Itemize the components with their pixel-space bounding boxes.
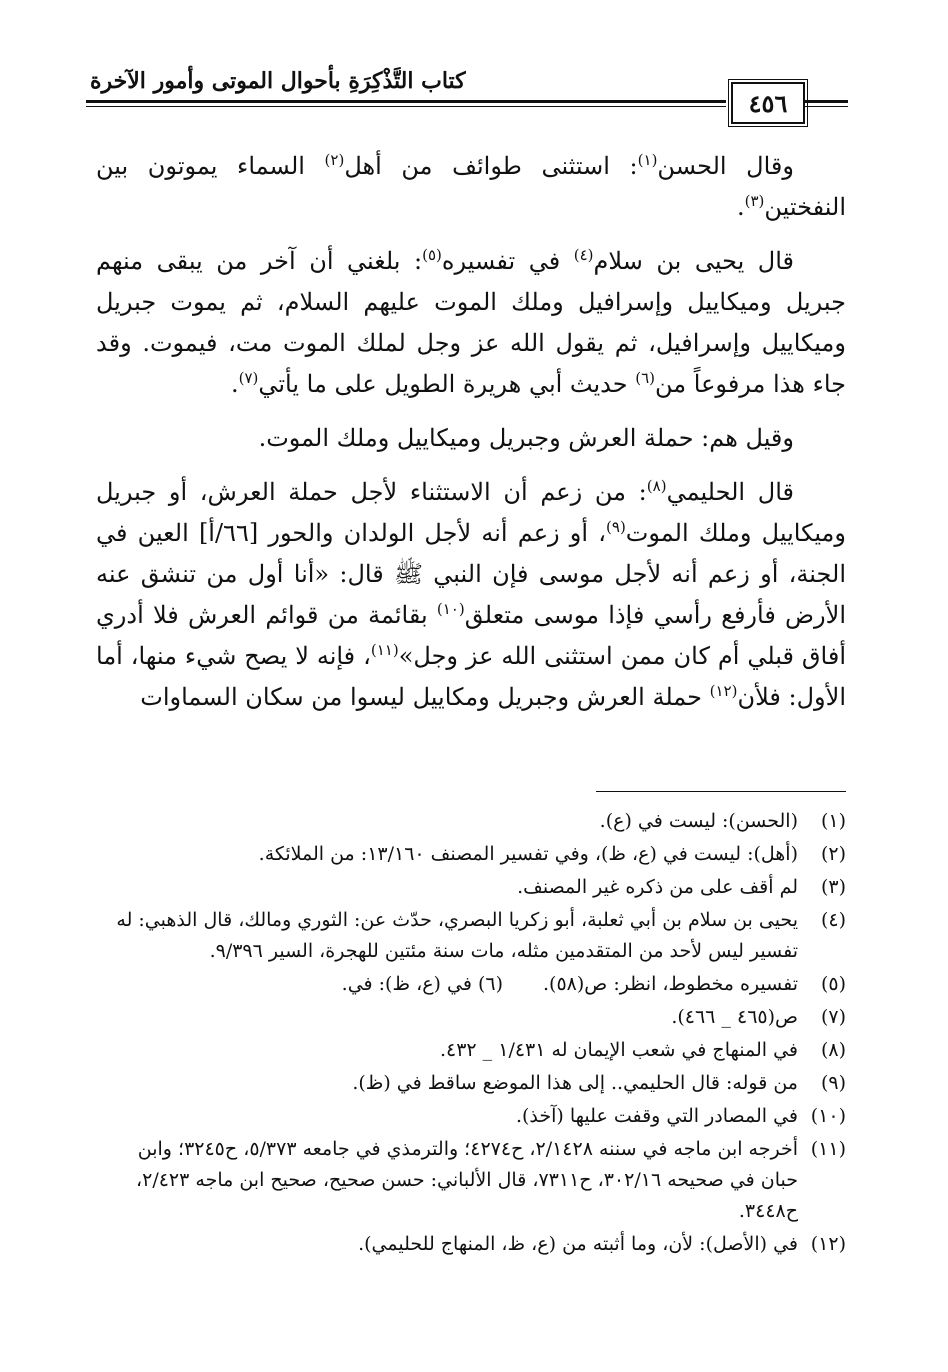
footnote-marker: (٧) bbox=[238, 369, 259, 387]
footnote-text bbox=[96, 806, 798, 837]
footnote-text bbox=[96, 1101, 798, 1132]
paragraph-text: ، أو زعم أنه لأجل الولدان والحور [٦٦/أ] العين في الجنة، أو زعم أنه لأجل موسى فإن النبي ﷺ قال: «أنا أول من تنشق عنه الأرض فأرفع رأسي فإذا موسى متعلق bbox=[96, 519, 846, 629]
footnote-number: (٢) bbox=[820, 843, 846, 865]
footnote bbox=[96, 872, 846, 903]
paragraph bbox=[96, 472, 846, 718]
paragraph-text: . bbox=[230, 370, 239, 398]
paragraph-text: وقال الحسن bbox=[657, 152, 794, 180]
paragraph-text: قال الحليمي bbox=[666, 478, 795, 506]
footnote-marker: (٣) bbox=[744, 192, 765, 210]
footnote-body: من قوله: قال الحليمي.. إلى هذا الموضع ساقط في (ظ). bbox=[352, 1072, 798, 1094]
footnote-body: تفسيره مخطوط، انظر: ص(٥٨). bbox=[543, 973, 798, 995]
footnote-number: (٧) bbox=[820, 1006, 846, 1028]
footnote bbox=[96, 839, 846, 870]
paragraph bbox=[96, 146, 846, 228]
header-rule-right-thin bbox=[804, 106, 848, 107]
paragraph-text: : استثنى طوائف من أهل bbox=[344, 152, 638, 180]
footnote bbox=[96, 1101, 846, 1132]
footnote-number: (٣) bbox=[820, 876, 846, 898]
footnote-text bbox=[96, 872, 798, 903]
footnote-number: (١٢) bbox=[810, 1233, 846, 1255]
paragraph-text: : بلغني أن آخر من يبقى منهم جبريل وميكاييل وإسرافيل وملك الموت عليهم السلام، ثم يموت جبريل وميكاييل وإسرافيل، ثم يقول الله عز وجل لملك الموت مت، فيموت. وقد جاء هذا مرفوعاً من bbox=[96, 247, 846, 398]
footnote-marker: (٩) bbox=[606, 518, 626, 536]
footnote-number: (١١) bbox=[810, 1138, 846, 1160]
paragraph-text: قال يحيى بن سلام bbox=[593, 247, 794, 275]
footnote-body: يحيى بن سلام بن أبي ثعلبة، أبو زكريا البصري، حدّث عن: الثوري ومالك، قال الذهبي: له تفسير ليس لأحد من المتقدمين مثله، مات سنة مئتين للهجرة، السير ٩/٣٩٦. bbox=[116, 909, 798, 962]
header-rule bbox=[86, 100, 726, 103]
footnote-text bbox=[96, 905, 798, 967]
paragraph-text: حديث أبي هريرة الطويل على ما يأتي bbox=[258, 370, 636, 398]
page-number: ٤٥٦ bbox=[731, 82, 805, 124]
footnote-marker: (١) bbox=[637, 151, 658, 169]
footnote-marker: (١١) bbox=[370, 641, 399, 659]
footnote-number: (١٠) bbox=[810, 1105, 846, 1127]
footnote-number: (٥) bbox=[820, 973, 846, 995]
footnote bbox=[96, 1002, 846, 1033]
footnote bbox=[96, 969, 846, 1000]
footnote-text bbox=[96, 1229, 798, 1260]
paragraph-text: بقائمة من قوائم العرش فلا أدري أفاق قبلي أم كان ممن استثنى الله عز وجل» bbox=[96, 601, 847, 670]
footnote-body: في (ع، ظ): في. bbox=[341, 973, 472, 995]
paragraph-text: وقيل هم: حملة العرش وجبريل وميكاييل وملك الموت. bbox=[258, 424, 794, 452]
footnote-body: (الحسن): ليست في (ع). bbox=[599, 810, 798, 832]
footnote-body: في المنهاج في شعب الإيمان له ١/٤٣١ _ ٤٣٢. bbox=[439, 1039, 798, 1061]
footnote-text bbox=[96, 839, 798, 870]
footnote-number: (٩) bbox=[820, 1072, 846, 1094]
footnote-body: في المصادر التي وقفت عليها (آخذ). bbox=[515, 1105, 798, 1127]
footnotes bbox=[96, 806, 846, 1262]
footnote-text bbox=[96, 1002, 798, 1033]
footnote-number: (٦) bbox=[471, 973, 504, 995]
footnote bbox=[96, 1229, 846, 1260]
footnote-number: (٤) bbox=[820, 909, 846, 931]
footnote-body: في (الأصل): لأن، وما أثبته من (ع، ظ، المنهاج للحليمي). bbox=[358, 1233, 798, 1255]
footnote bbox=[96, 1134, 846, 1227]
footnote-marker: (٤) bbox=[573, 246, 594, 264]
footnote-marker: (٢) bbox=[324, 151, 345, 169]
paragraph bbox=[96, 241, 846, 405]
footnote-body: (أهل): ليست في (ع، ظ)، وفي تفسير المصنف ١٣/١٦٠: من الملائكة. bbox=[258, 843, 798, 865]
paragraph-text: حملة العرش وجبريل ومكاييل ليسوا من سكان السماوات bbox=[140, 683, 710, 711]
footnote bbox=[96, 806, 846, 837]
paragraph bbox=[96, 418, 846, 459]
footnote-number: (٨) bbox=[820, 1039, 846, 1061]
footnote-number: (١) bbox=[820, 810, 846, 832]
footnote-body: لم أقف على من ذكره غير المصنف. bbox=[517, 876, 798, 898]
footnote-text bbox=[96, 1035, 798, 1066]
footnote-text bbox=[96, 969, 798, 1000]
footnote-body: ص(٤٦٥ _ ٤٦٦). bbox=[671, 1006, 798, 1028]
paragraph-text: ، فإنه لا يصح شيء منها، أما الأول: فلأن bbox=[96, 642, 846, 711]
header-rule-right bbox=[804, 100, 848, 103]
footnote bbox=[96, 1035, 846, 1066]
footnote-body: أخرجه ابن ماجه في سننه ٢/١٤٢٨، ح٤٢٧٤؛ والترمذي في جامعه ٥/٣٧٣، ح٣٢٤٥؛ وابن حبان في صحيحه ٣٠٢/١٦، ح٧٣١١، قال الألباني: حسن صحيح، صحيح ابن ماجه ٢/٤٢٣، ح٣٤٤٨. bbox=[135, 1138, 798, 1222]
header-rule-thin bbox=[86, 106, 726, 107]
paragraph-text: . bbox=[736, 193, 745, 221]
footnote-marker: (٨) bbox=[646, 477, 667, 495]
footnote-separator bbox=[596, 791, 846, 792]
running-header-title: كتاب التَّذْكِرَةِ بأحوال الموتى وأمور الآخرة bbox=[90, 68, 466, 94]
footnote bbox=[96, 905, 846, 967]
paragraph-text: في تفسيره bbox=[441, 247, 574, 275]
footnote-marker: (٥) bbox=[422, 246, 442, 264]
main-text bbox=[96, 146, 846, 731]
paragraph-text: السماء يموتون بين النفختين bbox=[96, 152, 846, 221]
footnote-marker: (١٠) bbox=[436, 600, 465, 618]
footnote bbox=[96, 1068, 846, 1099]
footnote-text bbox=[96, 1134, 798, 1227]
footnote-marker: (٦) bbox=[635, 369, 656, 387]
footnote-marker: (١٢) bbox=[709, 682, 738, 700]
paragraph-text: : من زعم أن الاستثناء لأجل حملة العرش، أو جبريل وميكاييل وملك الموت bbox=[96, 478, 847, 547]
footnote-text bbox=[96, 1068, 798, 1099]
